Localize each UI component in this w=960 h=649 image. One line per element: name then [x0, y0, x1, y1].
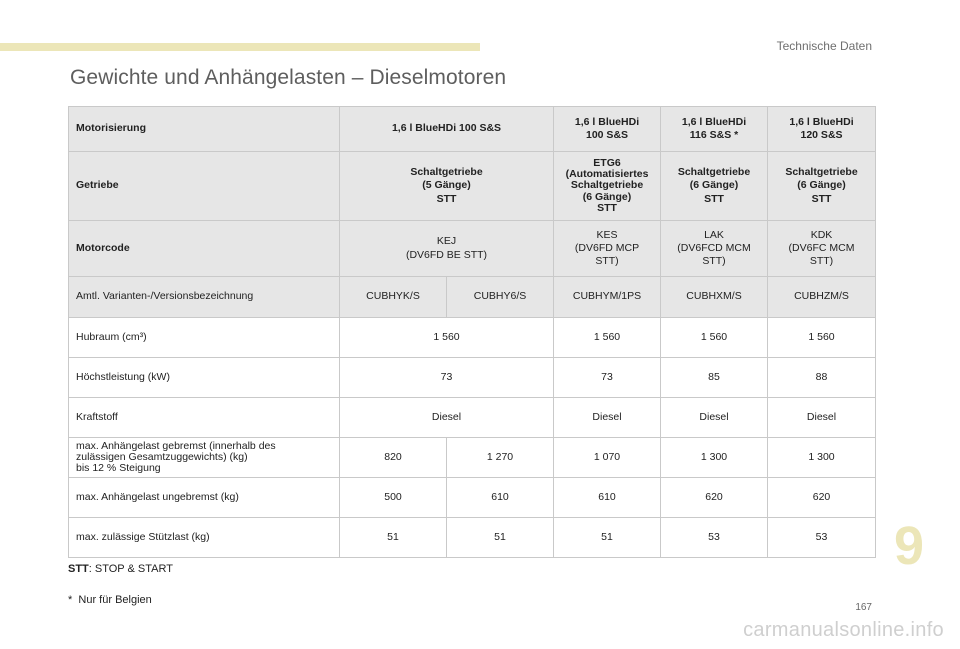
cell-engine-1: Schaltgetriebe (5 Gänge) STT [340, 152, 554, 221]
row-label: max. zulässige Stützlast (kg) [69, 518, 340, 558]
cell-variant-5: 1 300 [768, 438, 876, 478]
cell-variant-3: 610 [554, 478, 661, 518]
cell-engine-3: Schaltgetriebe (6 Gänge) STT [661, 152, 768, 221]
cell-engine-1: 1,6 l BlueHDi 100 S&S [340, 107, 554, 152]
row-label: Motorisierung [69, 107, 340, 152]
cell-variant-4: CUBHXM/S [661, 277, 768, 318]
cell-engine-3: 1,6 l BlueHDi 116 S&S * [661, 107, 768, 152]
chapter-number: 9 [893, 516, 924, 576]
stt-description: : STOP & START [88, 563, 173, 575]
row-anhaengelast-ungebremst [69, 478, 876, 518]
row-label: Hubraum (cm³) [69, 318, 340, 358]
cell-engine-2: Diesel [554, 398, 661, 438]
cell-engine-4: 1 560 [768, 318, 876, 358]
row-label: Getriebe [69, 152, 340, 221]
row-label: Amtl. Varianten-/Versionsbezeichnung [69, 277, 340, 318]
row-label: max. Anhängelast gebremst (innerhalb des zulässigen Gesamtzuggewichts) (kg) bis 12 % Steigung [69, 438, 340, 478]
cell-variant-2: 1 270 [447, 438, 554, 478]
cell-variant-3: 51 [554, 518, 661, 558]
page-title: Gewichte und Anhängelasten – Dieselmotoren [70, 66, 507, 89]
cell-engine-4: 1,6 l BlueHDi 120 S&S [768, 107, 876, 152]
cell-engine-1: Diesel [340, 398, 554, 438]
cell-variant-2: CUBHY6/S [447, 277, 554, 318]
row-anhaengelast-gebremst [69, 438, 876, 478]
footnote [68, 594, 152, 606]
cell-variant-1: 820 [340, 438, 447, 478]
row-motorisierung [69, 107, 876, 152]
cell-engine-2: ETG6 (Automatisiertes Schaltgetriebe (6 Gänge) STT [554, 152, 661, 221]
row-variants [69, 277, 876, 318]
cell-engine-2: 1,6 l BlueHDi 100 S&S [554, 107, 661, 152]
cell-engine-2: 73 [554, 358, 661, 398]
cell-variant-2: 610 [447, 478, 554, 518]
row-label: Höchstleistung (kW) [69, 358, 340, 398]
row-motorcode [69, 221, 876, 277]
watermark: carmanualsonline.info [743, 619, 944, 641]
cell-variant-3: CUBHYM/1PS [554, 277, 661, 318]
cell-variant-1: 51 [340, 518, 447, 558]
cell-variant-5: 53 [768, 518, 876, 558]
cell-engine-2: KES (DV6FD MCP STT) [554, 221, 661, 277]
page-number: 167 [855, 602, 872, 613]
specs-table [68, 106, 876, 558]
cell-engine-2: 1 560 [554, 318, 661, 358]
cell-engine-4: Schaltgetriebe (6 Gänge) STT [768, 152, 876, 221]
cell-engine-1: KEJ (DV6FD BE STT) [340, 221, 554, 277]
row-getriebe [69, 152, 876, 221]
cell-engine-3: Diesel [661, 398, 768, 438]
cell-engine-4: KDK (DV6FC MCM STT) [768, 221, 876, 277]
cell-engine-1: 73 [340, 358, 554, 398]
accent-bar [0, 43, 480, 51]
footnote-mark: * [68, 594, 73, 606]
section-header: Technische Daten [776, 39, 872, 53]
cell-engine-3: 85 [661, 358, 768, 398]
cell-variant-1: 500 [340, 478, 447, 518]
row-label: Kraftstoff [69, 398, 340, 438]
row-stuetzlast [69, 518, 876, 558]
cell-engine-4: Diesel [768, 398, 876, 438]
cell-engine-3: LAK (DV6FCD MCM STT) [661, 221, 768, 277]
stt-abbreviation: STT [68, 563, 89, 575]
cell-variant-1: CUBHYK/S [340, 277, 447, 318]
cell-engine-1: 1 560 [340, 318, 554, 358]
cell-variant-5: CUBHZM/S [768, 277, 876, 318]
cell-engine-4: 88 [768, 358, 876, 398]
cell-variant-2: 51 [447, 518, 554, 558]
cell-variant-5: 620 [768, 478, 876, 518]
row-hubraum [69, 318, 876, 358]
row-leistung [69, 358, 876, 398]
cell-variant-4: 620 [661, 478, 768, 518]
cell-variant-3: 1 070 [554, 438, 661, 478]
row-label: max. Anhängelast ungebremst (kg) [69, 478, 340, 518]
cell-variant-4: 1 300 [661, 438, 768, 478]
cell-engine-3: 1 560 [661, 318, 768, 358]
cell-variant-4: 53 [661, 518, 768, 558]
footnote-text: Nur für Belgien [78, 594, 152, 606]
stt-note [68, 563, 173, 575]
row-label: Motorcode [69, 221, 340, 277]
row-kraftstoff [69, 398, 876, 438]
